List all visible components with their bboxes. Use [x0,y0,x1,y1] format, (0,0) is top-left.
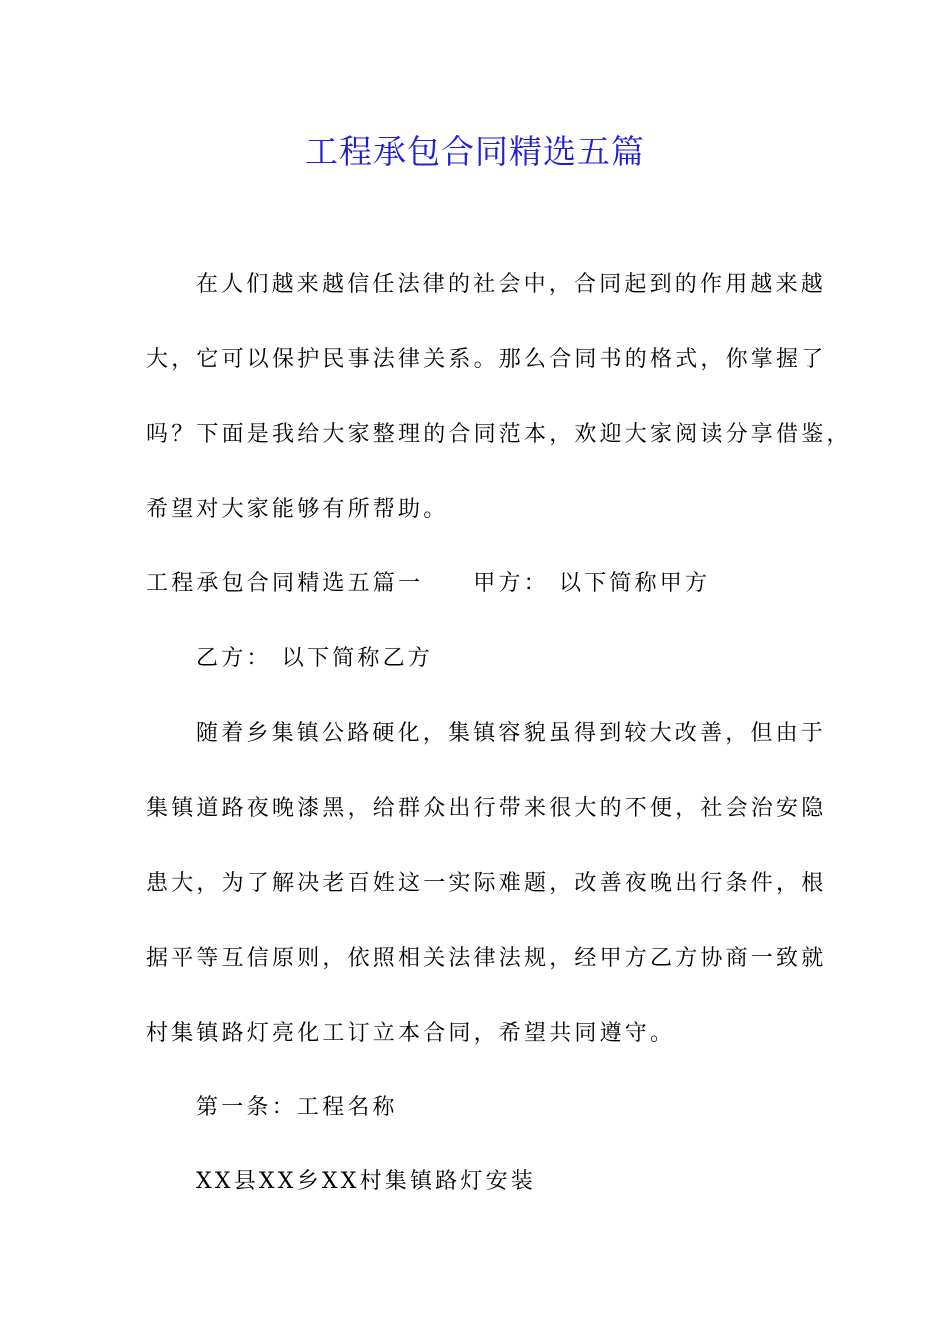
intro-line-3: 吗？下面是我给大家整理的合同范本，欢迎大家阅读分享借鉴， [146,422,852,447]
intro-line-2: 大，它可以保护民事法律关系。那么合同书的格式，你掌握了 [146,347,827,372]
intro-line-4: 希望对大家能够有所帮助。 [146,497,449,522]
party-b-line: 乙方： 以下简称乙方 [196,646,433,671]
section-heading: 工程承包合同精选五篇一 [146,571,424,596]
article-1-heading: 第一条：工程名称 [196,1095,398,1120]
party-a-line: 甲方： 以下简称甲方 [473,571,711,596]
section-heading-row [146,568,826,600]
intro-line-1: 在人们越来越信任法律的社会中，合同起到的作用越来越 [196,272,827,297]
body-line-2: 集镇道路夜晚漆黑，给群众出行带来很大的不便，社会治安隐 [146,796,827,821]
body-line-5: 村集镇路灯亮化工订立本合同，希望共同遵守。 [146,1021,676,1046]
body-line-1: 随着乡集镇公路硬化，集镇容貌虽得到较大改善，但由于 [196,721,827,746]
body-line-3: 患大，为了解决老百姓这一实际难题，改善夜晚出行条件，根 [146,871,827,896]
document-title: 工程承包合同精选五篇 [305,132,645,171]
article-1-value: XX县XX乡XX村集镇路灯安装 [196,1169,536,1194]
body-line-4: 据平等互信原则，依照相关法律法规，经甲方乙方协商一致就 [146,946,827,971]
